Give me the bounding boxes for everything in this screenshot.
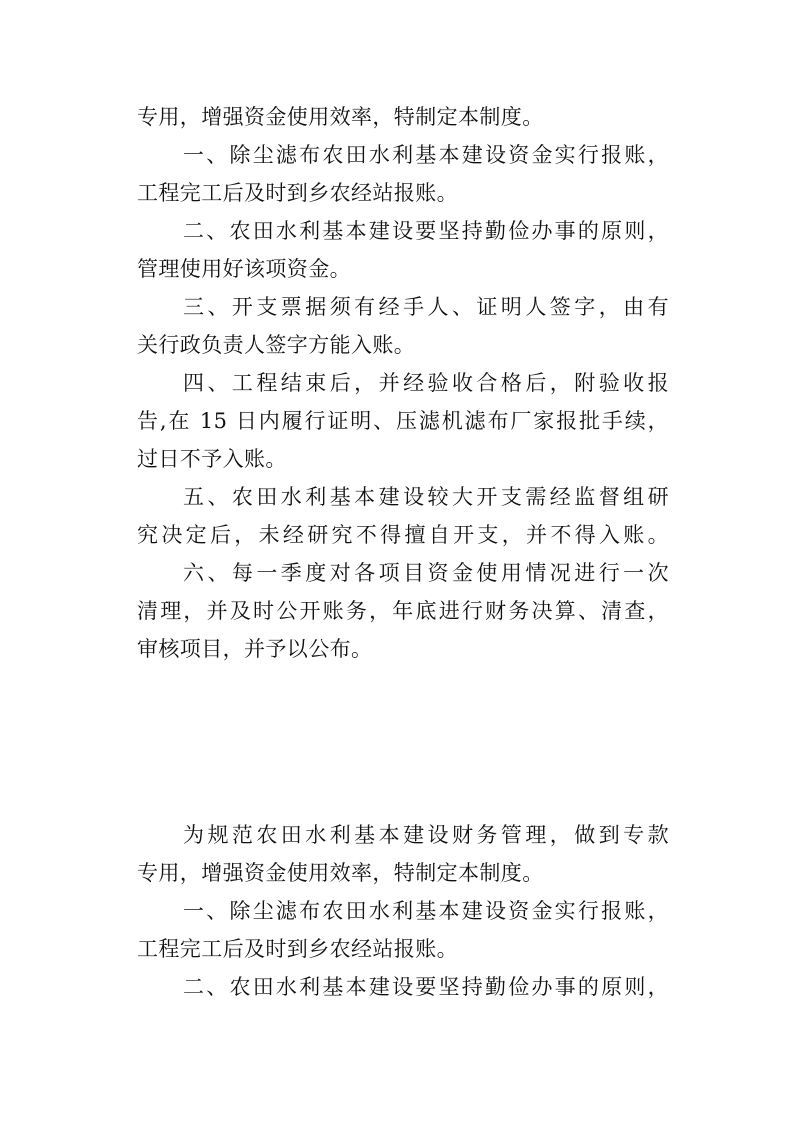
text-line: 关行政负责人签字方能入账。	[137, 333, 416, 357]
text-line: 工程完工后及时到乡农经站报账。	[137, 937, 458, 961]
text-line: 专用，增强资金使用效率，特制定本制度。	[137, 105, 544, 129]
text-line: 六、每一季度对各项目资金使用情况进行一次	[183, 561, 669, 585]
text-line: 清理，并及时公开账务，年底进行财务决算、清查，	[137, 599, 669, 623]
text-block-lower	[137, 816, 669, 1006]
text-line: 一、除尘滤布农田水利基本建设资金实行报账，	[183, 899, 669, 923]
text-line: 四、工程结束后，并经验收合格后，附验收报	[183, 371, 669, 395]
text-line: 管理使用好该项资金。	[137, 257, 351, 281]
text-line: 一、除尘滤布农田水利基本建设资金实行报账，	[183, 143, 669, 167]
text-line: 工程完工后及时到乡农经站报账。	[137, 181, 458, 205]
text-line: 三、开支票据须有经手人、证明人签字，由有	[183, 295, 669, 319]
text-line: 过日不予入账。	[137, 447, 287, 471]
text-line: 究决定后，未经研究不得擅自开支，并不得入账。	[137, 523, 669, 547]
text-line: 为规范农田水利基本建设财务管理，做到专款	[183, 823, 669, 847]
text-line: 二、农田水利基本建设要坚持勤俭办事的原则，	[183, 975, 669, 999]
text-line: 告,在 15 日内履行证明、压滤机滤布厂家报批手续，	[137, 409, 669, 433]
text-line: 专用，增强资金使用效率，特制定本制度。	[137, 861, 544, 885]
text-line: 五、农田水利基本建设较大开支需经监督组研	[183, 485, 669, 509]
text-block-upper	[137, 98, 669, 668]
text-line: 审核项目，并予以公布。	[137, 637, 373, 661]
text-line: 二、农田水利基本建设要坚持勤俭办事的原则，	[183, 219, 669, 243]
